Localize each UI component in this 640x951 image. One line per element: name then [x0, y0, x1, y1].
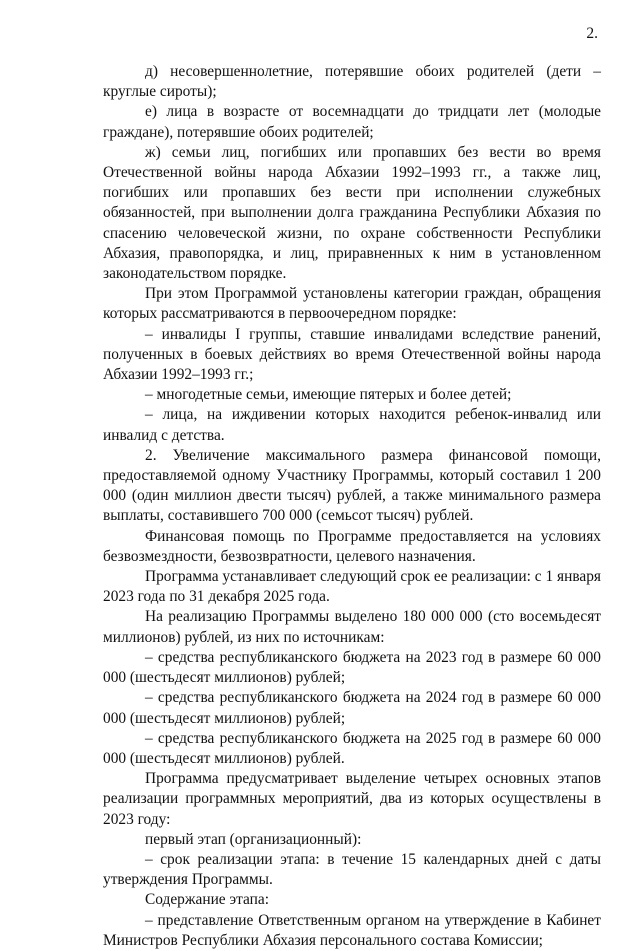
- paragraph-item-zh: ж) семьи лиц, погибших или пропавших без вести во время Отечественной войны народа Абхазии 1992–1993 гг., а также лиц, погибших или пропавших без вести при исполнении служебных обязанностей, при выполнении долга гражданина Республики Абхазия по спасению человеческой жизни, по охране собственности Республики Абхазия, правопорядка, и лиц, приравненных к ним в установленном законодательством порядке.: [103, 143, 601, 283]
- paragraph-funding-total: На реализацию Программы выделено 180 000 000 (сто восемьдесят миллионов) рублей, из них по источникам:: [103, 608, 601, 646]
- paragraph-first-stage-term: – срок реализации этапа: в течение 15 календарных дней с даты утверждения Программы.: [103, 850, 601, 889]
- paragraph-priority-disabled: – инвалиды I группы, ставшие инвалидами вследствие ранений, полученных в боевых действиях во время Отечественной войны народа Абхазии 1992–1993 гг.;: [103, 325, 601, 384]
- page-number: 2.: [586, 25, 598, 42]
- paragraph-funding-2023: – средства республиканского бюджета на 2023 год в размере 60 000 000 (шестьдесят миллионов) рублей;: [103, 648, 601, 687]
- paragraph-funding-2025: – средства республиканского бюджета на 2025 год в размере 60 000 000 (шестьдесят миллионов) рублей.: [103, 729, 601, 767]
- paragraph-program-term: Программа устанавливает следующий срок ее реализации: с 1 января 2023 года по 31 декабря 2025 года.: [103, 568, 601, 606]
- paragraph-item-d: д) несовершеннолетние, потерявшие обоих родителей (дети – круглые сироты);: [103, 63, 601, 101]
- paragraph-priority-dependents: – лица, на иждивении которых находится ребенок-инвалид или инвалид с детства.: [103, 406, 601, 444]
- paragraph-assistance-conditions: Финансовая помощь по Программе предоставляется на условиях безвозмездности, безвозвратности, целевого назначения.: [103, 527, 601, 565]
- paragraph-priority-intro: При этом Программой установлены категории граждан, обращения которых рассматриваются в первоочередном порядке:: [103, 285, 601, 323]
- paragraph-funding-2024: – средства республиканского бюджета на 2024 год в размере 60 000 000 (шестьдесят миллионов) рублей;: [103, 689, 601, 727]
- document-body: [103, 62, 601, 951]
- paragraph-priority-large-families: – многодетные семьи, имеющие пятерых и более детей;: [145, 386, 512, 404]
- paragraph-stage-content-heading: Содержание этапа:: [145, 891, 269, 909]
- paragraph-max-amount: 2. Увеличение максимального размера финансовой помощи, предоставляемой одному Участнику Программы, который составил 1 200 000 (один миллион двести тысяч) рублей, а также минимального размера выплаты, составившего 700 000 (семьсот тысяч) рублей.: [103, 446, 601, 525]
- paragraph-first-stage: первый этап (организационный):: [145, 830, 362, 848]
- paragraph-stages-intro: Программа предусматривает выделение четырех основных этапов реализации программных мероприятий, два из которых осуществлены в 2023 году:: [103, 770, 601, 828]
- paragraph-item-e: е) лица в возрасте от восемнадцати до тридцати лет (молодые граждане), потерявшие обоих родителей;: [103, 103, 601, 141]
- paragraph-stage-content-item: – представление Ответственным органом на утверждение в Кабинет Министров Республики Абхазия персонального состава Комиссии;: [103, 911, 601, 949]
